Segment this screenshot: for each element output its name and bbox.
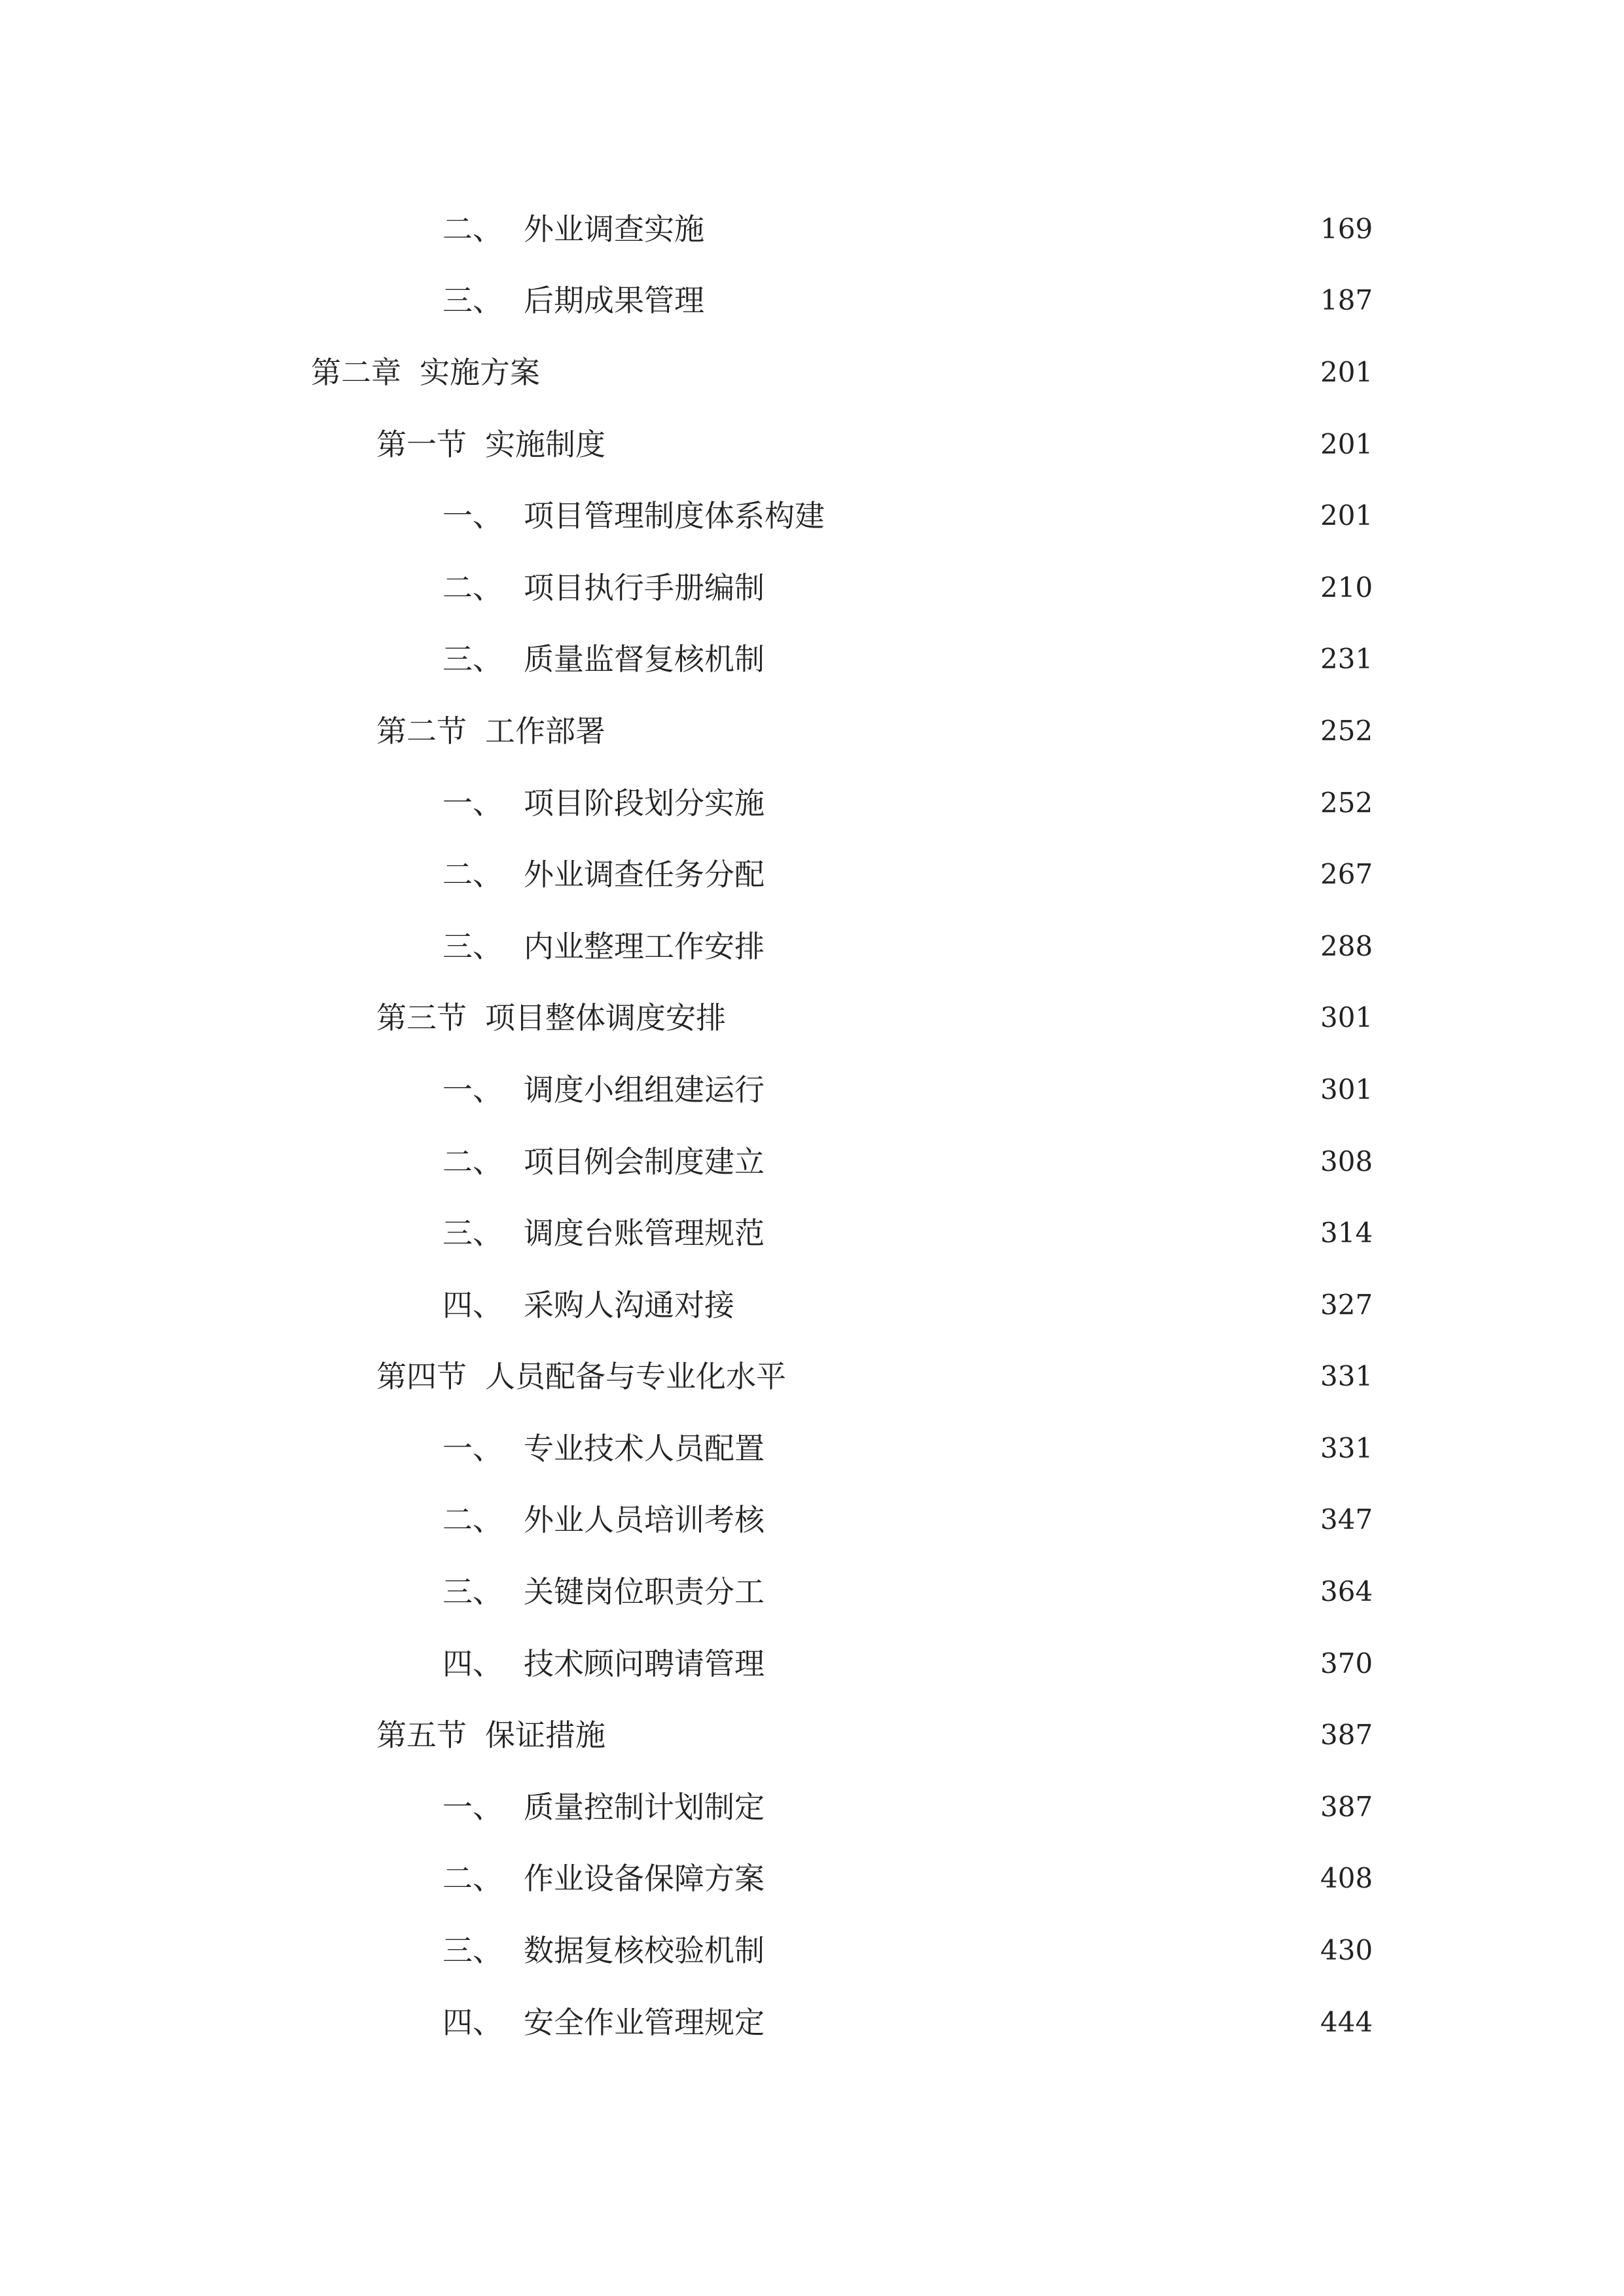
dot-leader	[774, 1218, 1306, 1248]
toc-entry-number: 二、	[442, 1143, 503, 1179]
dot-leader	[774, 1577, 1306, 1607]
toc-entry-page: 347	[1320, 1503, 1373, 1536]
toc-entry-number: 第一节	[376, 426, 467, 462]
toc-entry-page: 201	[1320, 499, 1373, 532]
toc-entry-title: 人员配备与专业化水平	[485, 1359, 786, 1395]
table-of-contents	[0, 193, 1624, 2058]
toc-entry-title: 作业设备保障方案	[524, 1861, 765, 1897]
dot-leader	[774, 1935, 1306, 1965]
toc-entry-title: 专业技术人员配置	[524, 1430, 765, 1466]
dot-leader	[615, 716, 1306, 746]
toc-entry-number: 二、	[442, 857, 503, 893]
toc-entry[interactable]	[0, 1054, 1624, 1126]
toc-entry-page: 252	[1320, 786, 1373, 819]
dot-leader	[774, 1649, 1306, 1679]
toc-entry[interactable]	[0, 1628, 1624, 1700]
dot-leader	[774, 1863, 1306, 1893]
dot-leader	[774, 931, 1306, 961]
dot-leader	[713, 285, 1306, 315]
toc-entry-number: 二、	[442, 211, 503, 247]
toc-entry-page: 314	[1320, 1217, 1373, 1249]
dot-leader	[795, 1361, 1306, 1391]
toc-entry-page: 408	[1320, 1862, 1373, 1895]
toc-entry-number: 三、	[442, 283, 503, 319]
dot-leader	[744, 1290, 1306, 1320]
toc-entry-title: 实施方案	[420, 354, 540, 390]
toc-section-entry[interactable]	[0, 408, 1624, 480]
toc-entry[interactable]	[0, 1914, 1624, 1986]
toc-entry[interactable]	[0, 193, 1624, 265]
toc-entry-title: 安全作业管理规定	[524, 2004, 765, 2040]
toc-entry[interactable]	[0, 767, 1624, 839]
toc-entry[interactable]	[0, 1197, 1624, 1269]
toc-entry-page: 288	[1320, 929, 1373, 962]
dot-leader	[834, 501, 1306, 531]
toc-entry-page: 301	[1320, 1073, 1373, 1105]
toc-entry-number: 第二节	[376, 713, 467, 749]
toc-entry-number: 第二章	[311, 354, 401, 390]
toc-entry[interactable]	[0, 624, 1624, 696]
toc-entry-page: 430	[1320, 1934, 1373, 1967]
toc-chapter-entry[interactable]	[0, 336, 1624, 408]
toc-entry-number: 一、	[442, 1071, 503, 1107]
toc-entry-page: 387	[1320, 1719, 1373, 1751]
toc-entry-page: 267	[1320, 858, 1373, 891]
toc-entry[interactable]	[0, 1412, 1624, 1484]
toc-entry-title: 调度小组组建运行	[524, 1071, 765, 1107]
toc-entry-title: 项目阶段划分实施	[524, 785, 765, 821]
toc-section-entry[interactable]	[0, 1699, 1624, 1771]
toc-section-entry[interactable]	[0, 695, 1624, 767]
toc-entry-number: 一、	[442, 785, 503, 821]
dot-leader	[774, 859, 1306, 889]
toc-entry-number: 二、	[442, 1502, 503, 1538]
toc-entry[interactable]	[0, 838, 1624, 910]
dot-leader	[713, 214, 1306, 244]
toc-entry-title: 保证措施	[485, 1717, 605, 1753]
toc-entry[interactable]	[0, 1126, 1624, 1198]
dot-leader	[774, 1075, 1306, 1105]
toc-entry-page: 231	[1320, 643, 1373, 675]
toc-entry-title: 数据复核校验机制	[524, 1933, 765, 1969]
dot-leader	[774, 573, 1306, 603]
toc-entry-number: 二、	[442, 569, 503, 605]
toc-entry-title: 项目执行手册编制	[524, 569, 765, 605]
toc-entry-number: 一、	[442, 498, 503, 534]
dot-leader	[549, 357, 1306, 387]
toc-entry-title: 后期成果管理	[524, 283, 704, 319]
toc-entry-title: 关键岗位职责分工	[524, 1574, 765, 1610]
toc-entry-number: 第五节	[376, 1717, 467, 1753]
toc-entry-number: 二、	[442, 1861, 503, 1897]
toc-entry-number: 四、	[442, 2004, 503, 2040]
toc-entry-page: 387	[1320, 1790, 1373, 1823]
dot-leader	[774, 1147, 1306, 1177]
toc-entry-title: 技术顾问聘请管理	[524, 1645, 765, 1681]
toc-entry[interactable]	[0, 1484, 1624, 1556]
dot-leader	[774, 644, 1306, 674]
toc-entry-title: 采购人沟通对接	[524, 1287, 734, 1323]
toc-entry-title: 外业调查实施	[524, 211, 704, 247]
toc-entry[interactable]	[0, 480, 1624, 552]
toc-entry[interactable]	[0, 1556, 1624, 1628]
dot-leader	[615, 429, 1306, 459]
toc-entry-page: 308	[1320, 1145, 1373, 1177]
toc-entry-number: 三、	[442, 1933, 503, 1969]
toc-entry-page: 370	[1320, 1647, 1373, 1679]
toc-entry-title: 调度台账管理规范	[524, 1215, 765, 1251]
toc-entry-page: 201	[1320, 427, 1373, 460]
toc-section-entry[interactable]	[0, 1341, 1624, 1413]
toc-entry-title: 外业人员培训考核	[524, 1502, 765, 1538]
toc-entry-title: 项目管理制度体系构建	[524, 498, 825, 534]
dot-leader	[735, 1003, 1306, 1033]
toc-entry-page: 201	[1320, 355, 1373, 388]
toc-entry-title: 内业整理工作安排	[524, 928, 765, 964]
dot-leader	[774, 1505, 1306, 1535]
toc-section-entry[interactable]	[0, 982, 1624, 1054]
dot-leader	[774, 788, 1306, 818]
toc-entry-number: 第四节	[376, 1359, 467, 1395]
dot-leader	[774, 1433, 1306, 1463]
toc-entry-page: 169	[1320, 212, 1373, 245]
toc-entry-title: 项目例会制度建立	[524, 1143, 765, 1179]
toc-entry-page: 301	[1320, 1001, 1373, 1034]
toc-entry-number: 三、	[442, 641, 503, 677]
toc-entry-page: 364	[1320, 1575, 1373, 1608]
toc-entry-page: 444	[1320, 2005, 1373, 2038]
toc-entry-page: 331	[1320, 1360, 1373, 1393]
toc-entry[interactable]	[0, 1843, 1624, 1915]
toc-entry[interactable]	[0, 265, 1624, 337]
toc-entry-title: 项目整体调度安排	[485, 1000, 726, 1036]
toc-entry-title: 质量监督复核机制	[524, 641, 765, 677]
toc-entry[interactable]	[0, 910, 1624, 982]
dot-leader	[615, 1720, 1306, 1750]
toc-entry-page: 210	[1320, 571, 1373, 603]
toc-entry[interactable]	[0, 1771, 1624, 1843]
toc-entry-number: 三、	[442, 1574, 503, 1610]
toc-entry-page: 331	[1320, 1431, 1373, 1464]
toc-entry-number: 一、	[442, 1430, 503, 1466]
toc-entry-title: 实施制度	[485, 426, 605, 462]
toc-entry[interactable]	[0, 1269, 1624, 1341]
toc-entry-title: 质量控制计划制定	[524, 1789, 765, 1825]
toc-entry-page: 187	[1320, 284, 1373, 317]
dot-leader	[774, 2007, 1306, 2037]
toc-entry[interactable]	[0, 1986, 1624, 2058]
toc-entry-number: 四、	[442, 1287, 503, 1323]
toc-entry-number: 第三节	[376, 1000, 467, 1036]
toc-entry-title: 外业调查任务分配	[524, 857, 765, 893]
toc-entry-title: 工作部署	[485, 713, 605, 749]
toc-entry-number: 四、	[442, 1645, 503, 1681]
toc-entry-number: 三、	[442, 928, 503, 964]
toc-entry[interactable]	[0, 552, 1624, 624]
toc-entry-number: 一、	[442, 1789, 503, 1825]
toc-entry-page: 252	[1320, 714, 1373, 747]
dot-leader	[774, 1792, 1306, 1822]
toc-entry-page: 327	[1320, 1288, 1373, 1321]
toc-entry-number: 三、	[442, 1215, 503, 1251]
